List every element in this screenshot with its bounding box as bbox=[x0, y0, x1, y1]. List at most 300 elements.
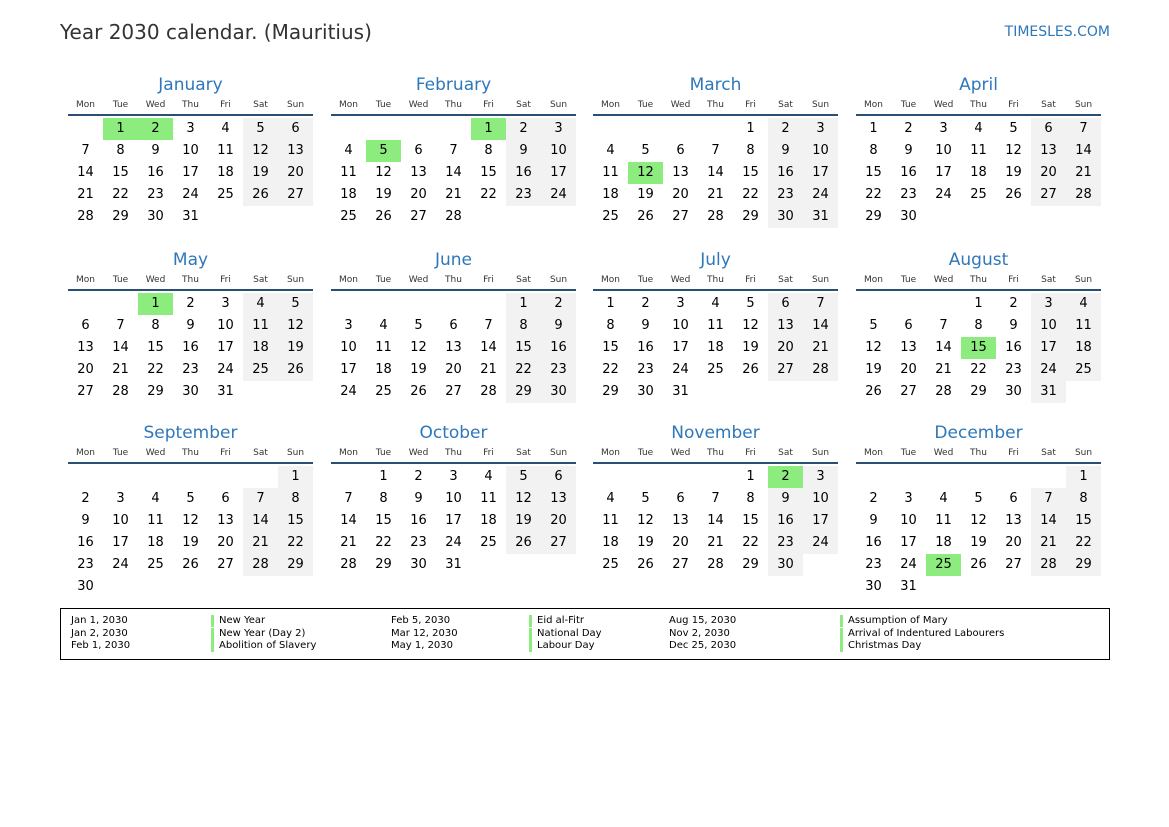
day-cell: 15 bbox=[112, 165, 129, 180]
weekday-label: Fri bbox=[1008, 100, 1019, 110]
day-cell: 15 bbox=[602, 340, 619, 355]
weekday-label: Fri bbox=[483, 448, 494, 458]
weekday-label: Wed bbox=[408, 275, 429, 285]
day-cell: 14 bbox=[1066, 140, 1101, 162]
empty-cell bbox=[103, 293, 138, 315]
weekday-label: Wed bbox=[408, 100, 429, 110]
holiday-cell: 12 bbox=[628, 162, 663, 184]
empty-cell bbox=[366, 293, 401, 315]
weekday-label: Fri bbox=[483, 275, 494, 285]
day-cell: 29 bbox=[147, 384, 164, 399]
day-cell: 25 bbox=[243, 359, 278, 381]
weekday-label: Thu bbox=[707, 275, 724, 285]
day-cell: 26 bbox=[182, 557, 199, 572]
day-cell: 31 bbox=[182, 209, 199, 224]
weekday-label: Wed bbox=[408, 448, 429, 458]
day-cell: 3 bbox=[803, 118, 838, 140]
weekday-label: Fri bbox=[220, 275, 231, 285]
day-cell: 20 bbox=[77, 362, 94, 377]
day-cell: 26 bbox=[637, 557, 654, 572]
day-cell: 12 bbox=[970, 513, 987, 528]
day-cell: 23 bbox=[182, 362, 199, 377]
day-cell: 6 bbox=[278, 118, 313, 140]
weekday-label: Tue bbox=[900, 100, 917, 110]
day-cell: 13 bbox=[1005, 513, 1022, 528]
day-cell: 2 bbox=[768, 118, 803, 140]
day-cell: 28 bbox=[803, 359, 838, 381]
day-cell: 13 bbox=[672, 513, 689, 528]
day-cell: 17 bbox=[182, 165, 199, 180]
weekday-label: Tue bbox=[112, 100, 129, 110]
day-cell: 30 bbox=[541, 381, 576, 403]
weekday-label: Sat bbox=[1041, 275, 1056, 285]
weekday-label: Sun bbox=[286, 275, 305, 285]
day-cell: 28 bbox=[480, 384, 497, 399]
weekday-label: Mon bbox=[339, 275, 358, 285]
day-cell: 9 bbox=[186, 318, 195, 333]
day-cell: 14 bbox=[1031, 510, 1066, 532]
day-cell: 21 bbox=[1066, 162, 1101, 184]
day-cell: 24 bbox=[803, 184, 838, 206]
day-cell: 7 bbox=[243, 488, 278, 510]
legend-date: Feb 5, 2030 bbox=[391, 615, 451, 626]
day-cell: 28 bbox=[707, 557, 724, 572]
day-cell: 11 bbox=[480, 491, 497, 506]
day-cell: 20 bbox=[672, 535, 689, 550]
day-cell: 30 bbox=[768, 206, 803, 228]
empty-cell bbox=[173, 466, 208, 488]
day-cell: 14 bbox=[340, 513, 357, 528]
day-cell: 8 bbox=[746, 491, 755, 506]
weekday-label: Tue bbox=[900, 275, 917, 285]
month-may bbox=[68, 249, 313, 403]
empty-cell bbox=[243, 466, 278, 488]
weekday-label: Sun bbox=[286, 100, 305, 110]
weekday-header bbox=[331, 444, 576, 464]
day-cell: 27 bbox=[77, 384, 94, 399]
day-cell: 24 bbox=[112, 557, 129, 572]
day-cell: 28 bbox=[340, 557, 357, 572]
day-cell: 7 bbox=[939, 318, 948, 333]
day-cell: 6 bbox=[768, 293, 803, 315]
day-cell: 16 bbox=[77, 535, 94, 550]
site-link[interactable]: TIMESLES.COM bbox=[1004, 24, 1110, 40]
month-december bbox=[856, 422, 1101, 598]
day-cell: 30 bbox=[900, 209, 917, 224]
month-title: December bbox=[934, 423, 1023, 443]
day-cell: 28 bbox=[445, 209, 462, 224]
legend-holiday-name: National Day bbox=[529, 628, 602, 640]
day-cell: 11 bbox=[375, 340, 392, 355]
day-cell: 12 bbox=[243, 140, 278, 162]
weekday-label: Thu bbox=[182, 448, 199, 458]
day-cell: 29 bbox=[742, 209, 759, 224]
weekday-label: Thu bbox=[182, 100, 199, 110]
empty-cell bbox=[436, 293, 471, 315]
day-cell: 20 bbox=[672, 187, 689, 202]
month-title: November bbox=[671, 423, 760, 443]
day-cell: 18 bbox=[243, 337, 278, 359]
legend-date: Mar 12, 2030 bbox=[391, 627, 458, 639]
day-cell: 18 bbox=[935, 535, 952, 550]
day-cell: 9 bbox=[904, 143, 913, 158]
day-cell: 31 bbox=[803, 206, 838, 228]
weekday-label: Sat bbox=[253, 448, 268, 458]
day-cell: 28 bbox=[77, 209, 94, 224]
empty-cell bbox=[68, 293, 103, 315]
empty-cell bbox=[961, 466, 996, 488]
day-cell: 20 bbox=[1031, 162, 1066, 184]
weekday-header bbox=[68, 444, 313, 464]
day-cell: 11 bbox=[707, 318, 724, 333]
day-cell: 15 bbox=[742, 165, 759, 180]
day-cell: 19 bbox=[865, 362, 882, 377]
day-cell: 10 bbox=[900, 513, 917, 528]
weekday-label: Mon bbox=[76, 275, 95, 285]
day-cell: 29 bbox=[865, 209, 882, 224]
day-cell: 29 bbox=[375, 557, 392, 572]
weekday-label: Wed bbox=[933, 275, 954, 285]
page-title: Year 2030 calendar. (Mauritius) bbox=[60, 20, 372, 44]
weekday-label: Mon bbox=[864, 448, 883, 458]
day-cell: 21 bbox=[445, 187, 462, 202]
day-cell: 27 bbox=[217, 557, 234, 572]
day-cell: 5 bbox=[641, 143, 650, 158]
day-cell: 2 bbox=[641, 296, 650, 311]
weekday-label: Sat bbox=[778, 100, 793, 110]
holiday-cell: 1 bbox=[138, 293, 173, 315]
day-cell: 26 bbox=[742, 362, 759, 377]
month-april bbox=[856, 74, 1101, 228]
day-cell: 2 bbox=[81, 491, 90, 506]
day-cell: 4 bbox=[344, 143, 353, 158]
day-cell: 2 bbox=[904, 121, 913, 136]
day-cell: 30 bbox=[768, 554, 803, 576]
day-cell: 10 bbox=[672, 318, 689, 333]
day-cell: 23 bbox=[410, 535, 427, 550]
month-november bbox=[593, 422, 838, 576]
empty-cell bbox=[996, 466, 1031, 488]
day-cell: 11 bbox=[217, 143, 234, 158]
day-cell: 1 bbox=[974, 296, 983, 311]
weekday-label: Tue bbox=[637, 100, 654, 110]
day-cell: 5 bbox=[746, 296, 755, 311]
weekday-label: Sun bbox=[549, 275, 568, 285]
weekday-label: Thu bbox=[707, 448, 724, 458]
day-cell: 19 bbox=[506, 510, 541, 532]
day-cell: 31 bbox=[672, 384, 689, 399]
day-cell: 27 bbox=[768, 359, 803, 381]
day-cell: 6 bbox=[1009, 491, 1018, 506]
day-cell: 15 bbox=[506, 337, 541, 359]
weekday-label: Sun bbox=[1074, 275, 1093, 285]
day-cell: 18 bbox=[375, 362, 392, 377]
day-cell: 3 bbox=[904, 491, 913, 506]
day-cell: 9 bbox=[768, 140, 803, 162]
month-july bbox=[593, 249, 838, 403]
day-cell: 7 bbox=[711, 491, 720, 506]
day-grid bbox=[331, 291, 576, 403]
day-cell: 12 bbox=[410, 340, 427, 355]
day-cell: 1 bbox=[506, 293, 541, 315]
day-cell: 26 bbox=[970, 557, 987, 572]
day-cell: 30 bbox=[147, 209, 164, 224]
weekday-label: Mon bbox=[864, 100, 883, 110]
month-title: June bbox=[434, 250, 473, 270]
weekday-label: Mon bbox=[76, 448, 95, 458]
day-cell: 6 bbox=[414, 143, 423, 158]
day-cell: 14 bbox=[707, 165, 724, 180]
day-cell: 25 bbox=[602, 209, 619, 224]
day-cell: 9 bbox=[768, 488, 803, 510]
empty-cell bbox=[436, 118, 471, 140]
day-cell: 29 bbox=[112, 209, 129, 224]
day-cell: 5 bbox=[243, 118, 278, 140]
legend-date: Jan 1, 2030 bbox=[71, 615, 128, 626]
day-cell: 17 bbox=[672, 340, 689, 355]
legend-date: Feb 1, 2030 bbox=[71, 640, 131, 651]
day-cell: 26 bbox=[506, 532, 541, 554]
legend-date: Aug 15, 2030 bbox=[669, 615, 737, 626]
weekday-label: Mon bbox=[601, 100, 620, 110]
weekday-label: Mon bbox=[339, 448, 358, 458]
day-cell: 7 bbox=[116, 318, 125, 333]
weekday-label: Tue bbox=[112, 275, 129, 285]
day-cell: 23 bbox=[768, 184, 803, 206]
weekday-header bbox=[593, 444, 838, 464]
weekday-label: Tue bbox=[375, 275, 392, 285]
day-cell: 17 bbox=[803, 162, 838, 184]
day-cell: 2 bbox=[414, 469, 423, 484]
day-cell: 3 bbox=[221, 296, 230, 311]
day-cell: 15 bbox=[742, 513, 759, 528]
day-cell: 22 bbox=[970, 362, 987, 377]
month-june bbox=[331, 249, 576, 403]
day-cell: 11 bbox=[243, 315, 278, 337]
weekday-label: Fri bbox=[220, 100, 231, 110]
day-cell: 16 bbox=[182, 340, 199, 355]
day-cell: 20 bbox=[900, 362, 917, 377]
day-cell: 19 bbox=[375, 187, 392, 202]
day-cell: 3 bbox=[939, 121, 948, 136]
empty-cell bbox=[1031, 466, 1066, 488]
weekday-header bbox=[856, 444, 1101, 464]
day-cell: 9 bbox=[414, 491, 423, 506]
day-cell: 13 bbox=[410, 165, 427, 180]
day-cell: 28 bbox=[112, 384, 129, 399]
weekday-header bbox=[856, 271, 1101, 291]
month-february bbox=[331, 74, 576, 228]
day-cell: 17 bbox=[445, 513, 462, 528]
empty-cell bbox=[401, 118, 436, 140]
day-cell: 23 bbox=[506, 184, 541, 206]
day-grid bbox=[68, 464, 313, 598]
day-cell: 10 bbox=[803, 488, 838, 510]
month-title: March bbox=[689, 75, 742, 95]
weekday-label: Sat bbox=[516, 275, 531, 285]
day-cell: 30 bbox=[637, 384, 654, 399]
day-cell: 26 bbox=[375, 209, 392, 224]
weekday-label: Sun bbox=[1074, 100, 1093, 110]
day-cell: 4 bbox=[484, 469, 493, 484]
month-title: February bbox=[415, 75, 492, 95]
day-cell: 10 bbox=[1031, 315, 1066, 337]
empty-cell bbox=[471, 293, 506, 315]
day-cell: 8 bbox=[1066, 488, 1101, 510]
day-cell: 22 bbox=[506, 359, 541, 381]
day-cell: 20 bbox=[768, 337, 803, 359]
empty-cell bbox=[926, 293, 961, 315]
weekday-label: Sun bbox=[811, 100, 830, 110]
day-cell: 19 bbox=[970, 535, 987, 550]
empty-cell bbox=[856, 466, 891, 488]
weekday-label: Tue bbox=[637, 275, 654, 285]
day-cell: 14 bbox=[243, 510, 278, 532]
day-cell: 2 bbox=[541, 293, 576, 315]
day-cell: 23 bbox=[637, 362, 654, 377]
day-cell: 18 bbox=[217, 165, 234, 180]
day-cell: 22 bbox=[147, 362, 164, 377]
day-cell: 9 bbox=[641, 318, 650, 333]
weekday-label: Thu bbox=[970, 448, 987, 458]
day-cell: 16 bbox=[900, 165, 917, 180]
day-cell: 10 bbox=[541, 140, 576, 162]
day-cell: 20 bbox=[278, 162, 313, 184]
day-cell: 24 bbox=[900, 557, 917, 572]
day-cell: 16 bbox=[541, 337, 576, 359]
day-cell: 26 bbox=[410, 384, 427, 399]
day-cell: 21 bbox=[707, 187, 724, 202]
day-cell: 3 bbox=[186, 121, 195, 136]
day-cell: 5 bbox=[506, 466, 541, 488]
day-cell: 15 bbox=[865, 165, 882, 180]
day-cell: 7 bbox=[1031, 488, 1066, 510]
empty-cell bbox=[68, 466, 103, 488]
day-cell: 18 bbox=[147, 535, 164, 550]
day-cell: 3 bbox=[803, 466, 838, 488]
empty-cell bbox=[331, 118, 366, 140]
day-cell: 28 bbox=[1031, 554, 1066, 576]
day-cell: 6 bbox=[1031, 118, 1066, 140]
month-march bbox=[593, 74, 838, 228]
month-title: May bbox=[172, 250, 209, 270]
day-cell: 22 bbox=[278, 532, 313, 554]
weekday-label: Sat bbox=[778, 448, 793, 458]
day-cell: 29 bbox=[506, 381, 541, 403]
day-cell: 15 bbox=[278, 510, 313, 532]
day-cell: 14 bbox=[803, 315, 838, 337]
day-cell: 27 bbox=[541, 532, 576, 554]
month-title: August bbox=[948, 250, 1009, 270]
day-cell: 8 bbox=[606, 318, 615, 333]
day-cell: 10 bbox=[182, 143, 199, 158]
day-cell: 16 bbox=[768, 162, 803, 184]
day-cell: 9 bbox=[869, 513, 878, 528]
day-cell: 29 bbox=[278, 554, 313, 576]
holiday-cell: 25 bbox=[926, 554, 961, 576]
day-cell: 14 bbox=[707, 513, 724, 528]
holiday-cell: 15 bbox=[961, 337, 996, 359]
day-cell: 9 bbox=[1009, 318, 1018, 333]
day-cell: 30 bbox=[182, 384, 199, 399]
weekday-label: Fri bbox=[745, 448, 756, 458]
weekday-label: Sat bbox=[516, 448, 531, 458]
day-cell: 7 bbox=[344, 491, 353, 506]
weekday-label: Tue bbox=[375, 100, 392, 110]
day-grid bbox=[331, 116, 576, 228]
day-cell: 23 bbox=[900, 187, 917, 202]
day-cell: 4 bbox=[243, 293, 278, 315]
weekday-label: Tue bbox=[900, 448, 917, 458]
day-cell: 5 bbox=[186, 491, 195, 506]
day-cell: 24 bbox=[1031, 359, 1066, 381]
day-cell: 19 bbox=[410, 362, 427, 377]
day-cell: 22 bbox=[375, 535, 392, 550]
empty-cell bbox=[208, 466, 243, 488]
weekday-label: Thu bbox=[445, 100, 462, 110]
legend-holiday-name: Labour Day bbox=[529, 640, 595, 652]
day-cell: 24 bbox=[445, 535, 462, 550]
day-cell: 18 bbox=[602, 187, 619, 202]
day-cell: 10 bbox=[340, 340, 357, 355]
weekday-label: Wed bbox=[933, 100, 954, 110]
empty-cell bbox=[891, 293, 926, 315]
day-cell: 3 bbox=[541, 118, 576, 140]
day-cell: 28 bbox=[935, 384, 952, 399]
day-cell: 15 bbox=[375, 513, 392, 528]
day-cell: 25 bbox=[707, 362, 724, 377]
day-cell: 19 bbox=[637, 535, 654, 550]
day-cell: 27 bbox=[672, 209, 689, 224]
weekday-label: Wed bbox=[145, 448, 166, 458]
day-cell: 7 bbox=[449, 143, 458, 158]
holiday-cell: 1 bbox=[103, 118, 138, 140]
weekday-header bbox=[331, 96, 576, 116]
weekday-label: Sun bbox=[811, 448, 830, 458]
day-cell: 13 bbox=[445, 340, 462, 355]
day-cell: 23 bbox=[768, 532, 803, 554]
day-cell: 5 bbox=[1009, 121, 1018, 136]
legend-holiday-name: Christmas Day bbox=[840, 640, 921, 652]
month-title: January bbox=[158, 75, 223, 95]
weekday-header bbox=[593, 96, 838, 116]
day-cell: 27 bbox=[410, 209, 427, 224]
month-august bbox=[856, 249, 1101, 403]
weekday-label: Thu bbox=[182, 275, 199, 285]
day-cell: 21 bbox=[243, 532, 278, 554]
holiday-cell: 1 bbox=[471, 118, 506, 140]
day-cell: 11 bbox=[602, 513, 619, 528]
day-cell: 25 bbox=[1066, 359, 1101, 381]
day-cell: 23 bbox=[865, 557, 882, 572]
weekday-label: Sun bbox=[811, 275, 830, 285]
day-cell: 12 bbox=[1005, 143, 1022, 158]
day-cell: 19 bbox=[243, 162, 278, 184]
day-cell: 22 bbox=[742, 187, 759, 202]
day-cell: 29 bbox=[1066, 554, 1101, 576]
weekday-label: Mon bbox=[76, 100, 95, 110]
day-cell: 31 bbox=[445, 557, 462, 572]
weekday-label: Sun bbox=[1074, 448, 1093, 458]
day-cell: 17 bbox=[935, 165, 952, 180]
weekday-label: Fri bbox=[1008, 448, 1019, 458]
day-cell: 17 bbox=[900, 535, 917, 550]
day-cell: 17 bbox=[541, 162, 576, 184]
day-cell: 21 bbox=[803, 337, 838, 359]
weekday-label: Mon bbox=[864, 275, 883, 285]
day-cell: 24 bbox=[935, 187, 952, 202]
day-cell: 17 bbox=[112, 535, 129, 550]
